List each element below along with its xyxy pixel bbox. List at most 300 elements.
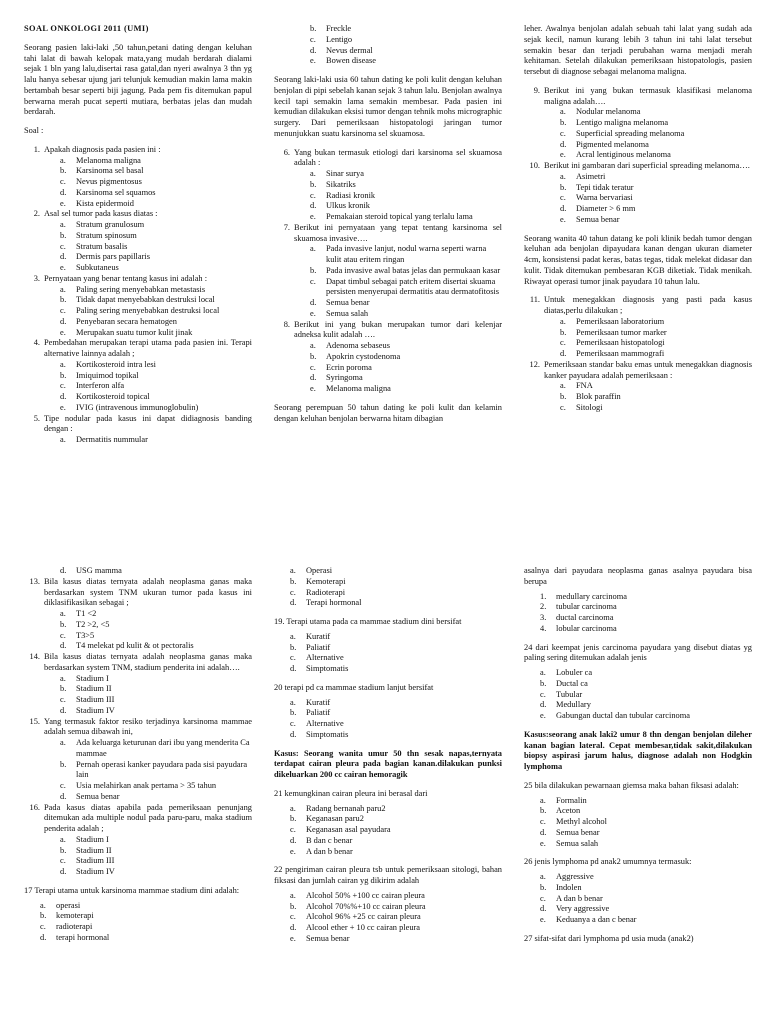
option-item <box>60 835 252 846</box>
question <box>274 148 502 170</box>
option-item <box>540 700 752 711</box>
option-text: Lobuler ca <box>556 668 593 677</box>
option-item <box>60 306 252 317</box>
option-text: Sinar surya <box>326 169 364 178</box>
option-letter: c. <box>290 653 296 663</box>
option-letter: c. <box>310 34 316 44</box>
option-letter: b. <box>310 24 317 33</box>
option-text: Paling sering menyebabkan destruksi local <box>76 306 220 315</box>
question <box>274 223 502 245</box>
option-item <box>290 902 502 913</box>
option-letter: b. <box>560 182 567 192</box>
option-item <box>540 894 752 905</box>
option-text: Apokrin cystodenoma <box>326 351 401 361</box>
option-list <box>290 698 502 741</box>
option-text: T1 <2 <box>76 609 97 618</box>
option-text: Pemeriksaan mammografi <box>576 349 665 358</box>
option-item <box>60 867 252 878</box>
option-item <box>290 814 502 825</box>
option-letter: d. <box>310 45 317 55</box>
question-text: Pemeriksaan standar baku emas untuk menegakkan diagnosis kanker payudara adalah pemeriksaan : <box>544 359 752 380</box>
question-list <box>24 577 252 878</box>
question-number: 12. <box>529 359 540 369</box>
question-text: Bila kasus diatas ternyata adalah neoplasma ganas maka berdasarkan system TNM, stadium penderita ini adalah…. <box>44 652 252 672</box>
option-letter: b. <box>290 642 297 652</box>
option-letter: a. <box>540 795 546 805</box>
option-letter: d. <box>310 298 317 307</box>
option-letter: c. <box>60 856 66 866</box>
option-letter: e. <box>310 384 316 393</box>
question-text: Pernyataan yang benar tentang kasus ini adalah : <box>44 273 208 283</box>
option-letter: a. <box>540 872 546 881</box>
column-3-bottom <box>524 566 752 949</box>
option-text: operasi <box>56 900 81 910</box>
option-item <box>40 901 252 912</box>
option-item <box>540 883 752 894</box>
option-letter: c. <box>540 689 546 699</box>
option-text: Medullary <box>556 700 591 710</box>
option-text: Lentigo <box>326 34 353 44</box>
option-list <box>60 566 252 577</box>
option-item <box>290 708 502 719</box>
option-item <box>310 384 502 395</box>
option-text: Semua benar <box>326 298 370 307</box>
option-text: Dermis pars papillaris <box>76 252 150 262</box>
question-number: 1. <box>33 144 40 154</box>
option-text: Melanoma maligna <box>76 155 141 165</box>
option-letter: a. <box>60 284 66 294</box>
question-number: 15. <box>29 716 40 726</box>
option-item <box>290 847 502 858</box>
option-text: Semua benar <box>306 933 350 943</box>
option-item <box>40 933 252 944</box>
option-letter: c. <box>60 306 66 315</box>
option-text: terapi hormonal <box>56 932 110 942</box>
option-item <box>60 846 252 857</box>
option-item <box>540 668 752 679</box>
option-list <box>60 360 252 414</box>
option-letter: b. <box>60 370 67 380</box>
option-item <box>60 199 252 210</box>
option-item <box>560 349 752 360</box>
option-item <box>290 653 502 664</box>
option-text: Pernah operasi kanker payudara pada sisi payudara lain <box>76 759 248 780</box>
option-item <box>310 191 502 202</box>
option-list <box>60 609 252 652</box>
question-list <box>524 86 752 226</box>
question-number: 13. <box>29 576 40 586</box>
question-number: 14. <box>29 652 40 661</box>
question <box>24 717 252 739</box>
option-text: Stadium III <box>76 856 115 866</box>
option-text: Stadium III <box>76 695 115 704</box>
option-letter: d. <box>290 835 297 845</box>
option-text: Pigmented melanoma <box>576 139 649 149</box>
option-letter: b. <box>310 179 317 189</box>
option-letter: a. <box>290 803 296 813</box>
option-item <box>290 730 502 741</box>
option-item <box>540 679 752 690</box>
option-letter: b. <box>560 392 567 401</box>
option-item <box>60 295 252 306</box>
option-text: Radioterapi <box>306 587 346 597</box>
option-letter: b. <box>60 845 67 855</box>
option-list <box>560 107 752 161</box>
option-text: Indolen <box>556 882 582 892</box>
option-letter: c. <box>60 241 66 251</box>
question-17: 17 Terapi utama untuk karsinoma mammae stadium dini adalah: <box>24 885 240 895</box>
option-letter: d. <box>560 139 567 149</box>
option-item <box>560 403 752 414</box>
option-text: Alcool ether + 10 cc cairan pleura <box>306 923 421 932</box>
option-item <box>540 806 752 817</box>
question-number: 2. <box>33 209 40 219</box>
option-item <box>290 664 502 675</box>
column-3-top <box>524 24 752 414</box>
question-number: 5. <box>33 413 40 423</box>
option-text: Stadium I <box>76 673 109 683</box>
question-text: Berikut ini yang bukan merupakan tumor dari kelenjar adneksa kulit adalah …. <box>294 319 502 340</box>
question <box>524 360 752 382</box>
question-21: 21 kemungkinan cairan pleura ini berasal dari <box>274 788 428 798</box>
option-item <box>60 792 252 803</box>
option-letter: 2. <box>540 602 547 612</box>
option-text: Semua benar <box>576 214 620 224</box>
option-letter: a. <box>310 244 316 254</box>
option-text: Nevus pigmentosus <box>76 177 142 186</box>
option-text: Penyebaran secara hematogen <box>76 316 177 326</box>
option-text: Kortikosteroid intra lesi <box>76 359 157 369</box>
option-letter: a. <box>560 171 566 181</box>
option-letter: a. <box>290 631 296 641</box>
option-item <box>540 828 752 839</box>
option-text: Keduanya a dan c benar <box>556 915 637 924</box>
option-item <box>290 719 502 730</box>
option-item <box>60 285 252 296</box>
question-number: 7. <box>283 222 290 232</box>
option-text: Pemeriksaan histopatologi <box>576 338 665 348</box>
question <box>24 338 252 360</box>
option-item <box>540 711 752 722</box>
option-letter: a. <box>310 169 316 178</box>
question-number: 8. <box>283 319 290 329</box>
option-item <box>60 706 252 717</box>
column-1-top <box>24 24 252 446</box>
option-text: A dan b benar <box>556 893 603 903</box>
option-letter: b. <box>560 118 567 127</box>
option-letter: d. <box>60 867 67 876</box>
option-item <box>310 180 502 191</box>
option-list <box>310 24 502 67</box>
option-text: Stadium IV <box>76 867 115 876</box>
option-letter: b. <box>540 678 547 688</box>
page-title: SOAL ONKOLOGI 2011 (UMI) <box>24 24 149 33</box>
option-item <box>310 298 502 309</box>
option-item <box>560 317 752 328</box>
option-text: Pada invasive lanjut, nodul warna seperti warna kulit atau eritem ringan <box>326 244 487 264</box>
option-text: T2 >2, <5 <box>76 619 110 629</box>
option-text: Imiquimod topikal <box>76 370 139 380</box>
option-text: Merupakan suatu tumor kulit jinak <box>76 327 193 337</box>
option-text: Semua benar <box>76 791 120 801</box>
question-26: 26 jenis lymphoma pd anak2 umumnya termasuk: <box>524 857 692 867</box>
option-letter: a. <box>560 316 566 326</box>
option-item <box>310 35 502 46</box>
case-4-text: Seorang wanita 40 tahun datang ke poli klinik bedah tumor dengan keluhan ada benjolan dipayudara kanan dengan ukuran diameter 4cm, konsistensi padat keras, batas tegas, tidak melekat didasar dan kulit. Tidak ditemukan pembesaran KGB diketiak. Tidak menikah. Riwayat operasi tumor jinak payudara 10 tahun lalu. <box>524 233 752 286</box>
option-item <box>560 392 752 403</box>
question-27: 27 sifat-sifat dari lymphoma pd usia muda (anak2) <box>524 933 694 943</box>
option-list <box>290 566 502 609</box>
question-23-continued: asalnya dari payudara neoplasma ganas asalnya payudara bisa berupa <box>524 566 752 586</box>
option-item <box>540 915 752 926</box>
question-24: 24 dari keempat jenis carcinoma payudara yang disebut diatas yg paling sering ditemukan adalah jenis <box>524 642 752 663</box>
option-item <box>310 56 502 67</box>
case-6-text: Kasus:seorang anak laki2 umur 8 thn dengan benjolan dileher kanan bagian lateral. Cepat membesar,tidak sakit,dilakukan biopsy aspirasi jarum halus, diagnose adalah non Hodgkin lymphoma <box>524 729 752 771</box>
option-letter: a. <box>60 673 66 683</box>
option-text: Paling sering menyebabkan metastasis <box>76 284 206 294</box>
option-item <box>60 674 252 685</box>
option-letter: a. <box>60 834 66 844</box>
option-letter: e. <box>310 308 316 318</box>
option-text: radioterapi <box>56 922 93 931</box>
option-text: medullary carcinoma <box>556 591 627 601</box>
option-text: Radiasi kronik <box>326 190 376 200</box>
option-text: Superficial spreading melanoma <box>576 128 685 138</box>
question <box>524 295 752 317</box>
option-item <box>60 641 252 652</box>
option-letter: c. <box>60 630 66 640</box>
option-letter: b. <box>290 576 297 586</box>
column-2-bottom <box>274 566 502 945</box>
option-text: Subkutaneus <box>76 263 119 272</box>
option-list <box>540 872 752 926</box>
option-text: Semua salah <box>556 838 599 848</box>
case-1-text: Seorang pasien laki-laki ,50 tahun,petani dating dengan keluhan tahi lalat di bawah kelopak mata,yang mudah berdarah dialami sejak 1 bln yang lalu,disertai rasa gatal,dan nyeri awalnya 3 thn yg lalu hanya sebesar ujung jari telunjuk kemudian makin lama makin bertambah besar seperti biji jagung. Pada pem fis ditemukan papul berwarna merah pucat seperti mutiara, berbatas jelas dan mudah berdarah. <box>24 42 252 117</box>
option-list <box>310 341 502 395</box>
option-text: kemoterapi <box>56 911 94 921</box>
option-item <box>560 150 752 161</box>
option-letter: c. <box>310 190 316 200</box>
option-list <box>290 804 502 858</box>
option-text: Syringoma <box>326 373 363 383</box>
option-text: Pada invasive awal batas jelas dan permukaan kasar <box>326 265 501 275</box>
option-item <box>60 177 252 188</box>
option-item <box>540 690 752 701</box>
option-item <box>310 341 502 352</box>
option-item <box>60 856 252 867</box>
option-letter: c. <box>560 193 566 203</box>
option-text: FNA <box>576 381 593 391</box>
option-text: Warna bervariasi <box>576 193 633 203</box>
option-item <box>40 911 252 922</box>
option-item <box>310 373 502 384</box>
option-letter: e. <box>540 838 546 848</box>
option-letter: a. <box>60 435 66 444</box>
option-item <box>60 738 252 760</box>
question <box>24 652 252 674</box>
option-item <box>60 166 252 177</box>
option-letter: a. <box>60 609 66 618</box>
option-letter: d. <box>560 204 567 213</box>
option-letter: d. <box>560 349 567 358</box>
option-item <box>560 204 752 215</box>
question-text: Berikut ini yang bukan termasuk klasifikasi melanoma maligna adalah…. <box>544 85 752 106</box>
option-text: Sitologi <box>576 402 603 412</box>
option-list <box>560 381 752 413</box>
option-item <box>60 231 252 242</box>
option-letter: d. <box>290 598 297 608</box>
option-text: Kortikosteroid topical <box>76 392 150 401</box>
question <box>24 209 252 220</box>
option-text: Stadium IV <box>76 705 115 715</box>
option-list <box>310 244 502 319</box>
option-text: Simptomatis <box>306 729 349 739</box>
option-list <box>290 891 502 945</box>
option-item <box>290 566 502 577</box>
option-list <box>560 172 752 226</box>
option-text: Melanoma maligna <box>326 384 391 393</box>
option-letter: c. <box>60 695 66 704</box>
option-letter: c. <box>290 912 296 922</box>
option-letter: d. <box>310 373 317 383</box>
question-number: 16. <box>29 802 40 812</box>
option-letter: a. <box>60 738 66 747</box>
option-letter: e. <box>310 56 316 66</box>
option-text: Keganasan paru2 <box>306 814 364 824</box>
option-text: Interferon alfa <box>76 381 125 391</box>
option-text: Pemeriksaan tumor marker <box>576 327 667 337</box>
option-text: Keganasan asal payudara <box>306 825 391 834</box>
case-3-continued: leher. Awalnya benjolan adalah sebuah tahi lalat yang sudah ada sejak kecil, namun kurang lebih 3 tahun ini tahi lalat tersebut semakin besar dan terjadi perubahan warna menjadi merah kehitaman. Setelah dilakukan pemeriksaan histopatologis, pasien tersebut di diagnose sebagai melanoma maligna. <box>524 24 752 76</box>
option-item <box>60 381 252 392</box>
option-item <box>60 620 252 631</box>
option-letter: b. <box>290 708 297 718</box>
option-text: Simptomatis <box>306 664 349 673</box>
option-letter: e. <box>290 846 296 856</box>
option-letter: d. <box>540 700 547 710</box>
option-text: Ecrin poroma <box>326 362 372 372</box>
option-text: Semua benar <box>556 827 600 837</box>
question-number: 6. <box>283 147 290 157</box>
option-letter: d. <box>60 187 67 197</box>
option-text: Sikatriks <box>326 179 356 189</box>
option-list <box>540 592 752 635</box>
option-letter: 3. <box>540 613 547 622</box>
option-letter: b. <box>60 166 67 176</box>
option-list <box>60 220 252 274</box>
option-text: B dan c benar <box>306 835 353 845</box>
option-letter: d. <box>310 201 317 211</box>
option-list <box>60 285 252 339</box>
option-letter: b. <box>540 806 547 816</box>
option-text: Lentigo maligna melanoma <box>576 118 669 127</box>
option-text: Tubular <box>556 689 583 699</box>
option-letter: d. <box>60 566 67 575</box>
option-letter: a. <box>60 359 66 369</box>
option-text: Usia melahirkan anak pertama > 35 tahun <box>76 781 217 790</box>
option-letter: b. <box>60 619 67 629</box>
option-text: Asimetri <box>576 171 606 181</box>
question <box>274 320 502 342</box>
case-5-text: Kasus: Seorang wanita umur 50 thn sesak napas,ternyata terdapat cairan pleura pada bagian kanan.dilakukan punksi dikeluarkan 200 cc cairan hemoragik <box>274 748 502 779</box>
option-letter: d. <box>290 729 297 739</box>
option-letter: a. <box>290 566 296 575</box>
option-text: Bowen disease <box>326 56 377 66</box>
question-19: 19. Terapi utama pada ca mammae stadium dini bersifat <box>274 617 462 626</box>
option-text: lobular carcinoma <box>556 623 617 633</box>
option-item <box>60 392 252 403</box>
option-list <box>60 835 252 878</box>
option-letter: c. <box>560 338 566 348</box>
option-letter: a. <box>40 900 46 910</box>
option-item <box>310 201 502 212</box>
option-letter: b. <box>560 327 567 337</box>
option-text: Gabungan ductal dan tubular carcinoma <box>556 711 690 720</box>
question-text: Pembedahan merupakan terapi utama pada pasien ini. Terapi alternative lainnya adalah ; <box>44 338 252 358</box>
option-letter: b. <box>60 230 67 240</box>
option-letter: d. <box>540 827 547 837</box>
option-text: Aggressive <box>556 872 594 881</box>
option-text: Ada keluarga keturunan dari ibu yang menderita Ca mammae <box>76 738 250 758</box>
option-text: Semua salah <box>326 308 369 318</box>
option-letter: e. <box>540 915 546 924</box>
option-letter: c. <box>290 719 296 728</box>
option-item <box>560 328 752 339</box>
column-2-top <box>274 24 502 432</box>
option-letter: c. <box>540 817 546 826</box>
option-item <box>310 352 502 363</box>
option-letter: a. <box>560 107 566 117</box>
question-text: Pada kasus diatas apabila pada pemeriksaan penunjang ditemukan ada multiple nodul pada paru-paru, maka stadium penderita adalah ; <box>44 802 252 833</box>
option-text: Tepi tidak teratur <box>576 182 634 192</box>
question <box>24 145 252 156</box>
question <box>24 803 252 835</box>
option-letter: d. <box>60 641 67 651</box>
option-letter: a. <box>290 890 296 900</box>
option-letter: d. <box>60 316 67 326</box>
option-item <box>60 609 252 620</box>
question-text: Asal sel tumor pada kasus diatas : <box>44 209 158 219</box>
option-letter: c. <box>290 587 296 597</box>
option-letter: a. <box>60 155 66 165</box>
option-text: Stadium II <box>76 684 112 694</box>
option-letter: e. <box>60 263 66 272</box>
question-text: Berikut ini gambaran dari superficial spreading melanoma…. <box>544 161 750 170</box>
option-letter: b. <box>290 814 297 824</box>
question-25: 25 bila dilakukan pewarnaan giemsa maka bahan fiksasi adalah: <box>524 780 739 790</box>
option-item <box>290 836 502 847</box>
option-item <box>540 613 752 624</box>
option-item <box>310 46 502 57</box>
option-letter: b. <box>60 759 67 769</box>
option-letter: c. <box>60 177 66 186</box>
question-text: Untuk menegakkan diagnosis yang pasti pada kasus diatas,perlu dilakukan ; <box>544 295 752 315</box>
option-item <box>290 804 502 815</box>
option-item <box>60 403 252 414</box>
option-item <box>560 193 752 204</box>
option-text: A dan b benar <box>306 846 353 856</box>
question <box>24 577 252 609</box>
option-text: Alternative <box>306 719 344 728</box>
option-text: Nevus dermal <box>326 45 373 55</box>
option-item <box>290 923 502 934</box>
option-text: Pemeriksaan laboratorium <box>576 316 665 326</box>
question <box>24 274 252 285</box>
soal-label: Soal : <box>24 126 44 135</box>
option-text: Alcohol 96% +25 cc cairan pleura <box>306 912 421 922</box>
option-letter: b. <box>310 265 317 275</box>
option-text: Dermatitis nummular <box>76 435 148 444</box>
